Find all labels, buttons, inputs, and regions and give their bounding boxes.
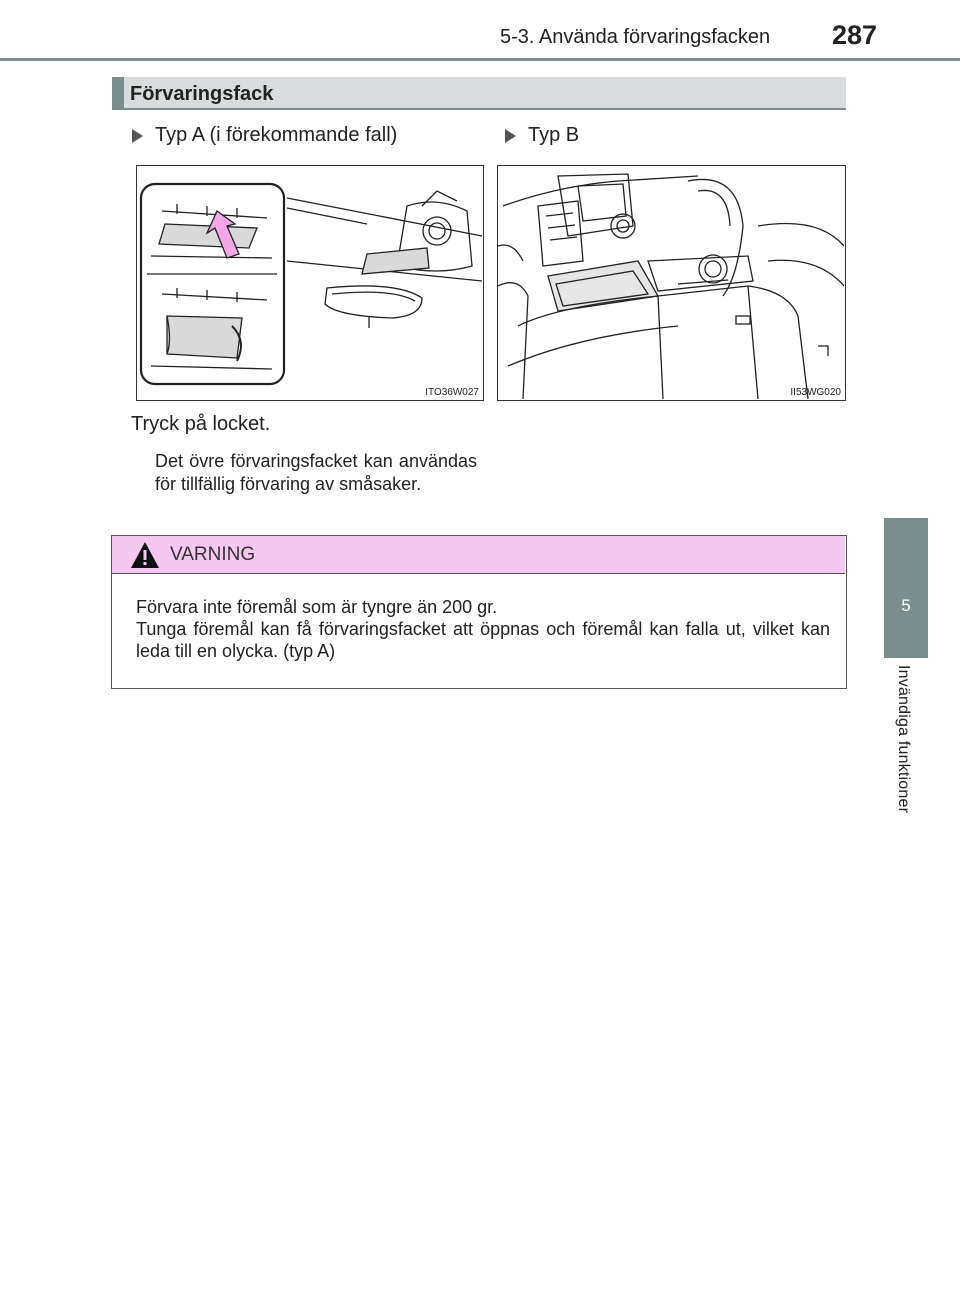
warning-triangle-icon xyxy=(130,541,160,569)
triangle-bullet-icon xyxy=(132,129,143,143)
header-rule xyxy=(0,58,960,61)
type-b-label: Typ B xyxy=(528,124,580,146)
description-text: Det övre förvaringsfacket kan användas för tillfällig förvaring av småsaker. xyxy=(155,451,477,494)
figure-type-a xyxy=(136,165,484,401)
figure-code-b: II53WG020 xyxy=(790,387,841,398)
figure-type-b xyxy=(497,165,846,401)
chapter-title: Invändiga funktioner xyxy=(895,665,912,814)
page-number: 287 xyxy=(832,20,878,50)
warning-line-1: Förvara inte föremål som är tyngre än 200 gr. xyxy=(136,597,498,617)
type-a-label-row xyxy=(132,124,397,147)
type-a-label: Typ A (i förekommande fall) xyxy=(155,124,398,146)
chapter-number: 5 xyxy=(901,596,911,615)
type-b-label-row xyxy=(505,124,579,147)
running-header-section: 5-3. Använda förvaringsfacken xyxy=(500,26,771,48)
warning-text xyxy=(136,596,830,662)
warning-title: VARNING xyxy=(170,544,256,565)
section-title: Förvaringsfack xyxy=(130,83,274,105)
figure-code-a: ITO36W027 xyxy=(425,387,479,398)
triangle-bullet-icon xyxy=(505,129,516,143)
chapter-tab xyxy=(884,518,928,658)
overhead-console-illustration xyxy=(137,166,482,399)
warning-line-2: Tunga föremål kan få förvaringsfacket att öppnas och föremål kan falla ut, vilket kan leda till en olycka. (typ A) xyxy=(136,619,830,661)
section-accent xyxy=(112,77,124,110)
center-console-illustration xyxy=(498,166,844,399)
instruction-text: Tryck på locket. xyxy=(131,413,271,435)
